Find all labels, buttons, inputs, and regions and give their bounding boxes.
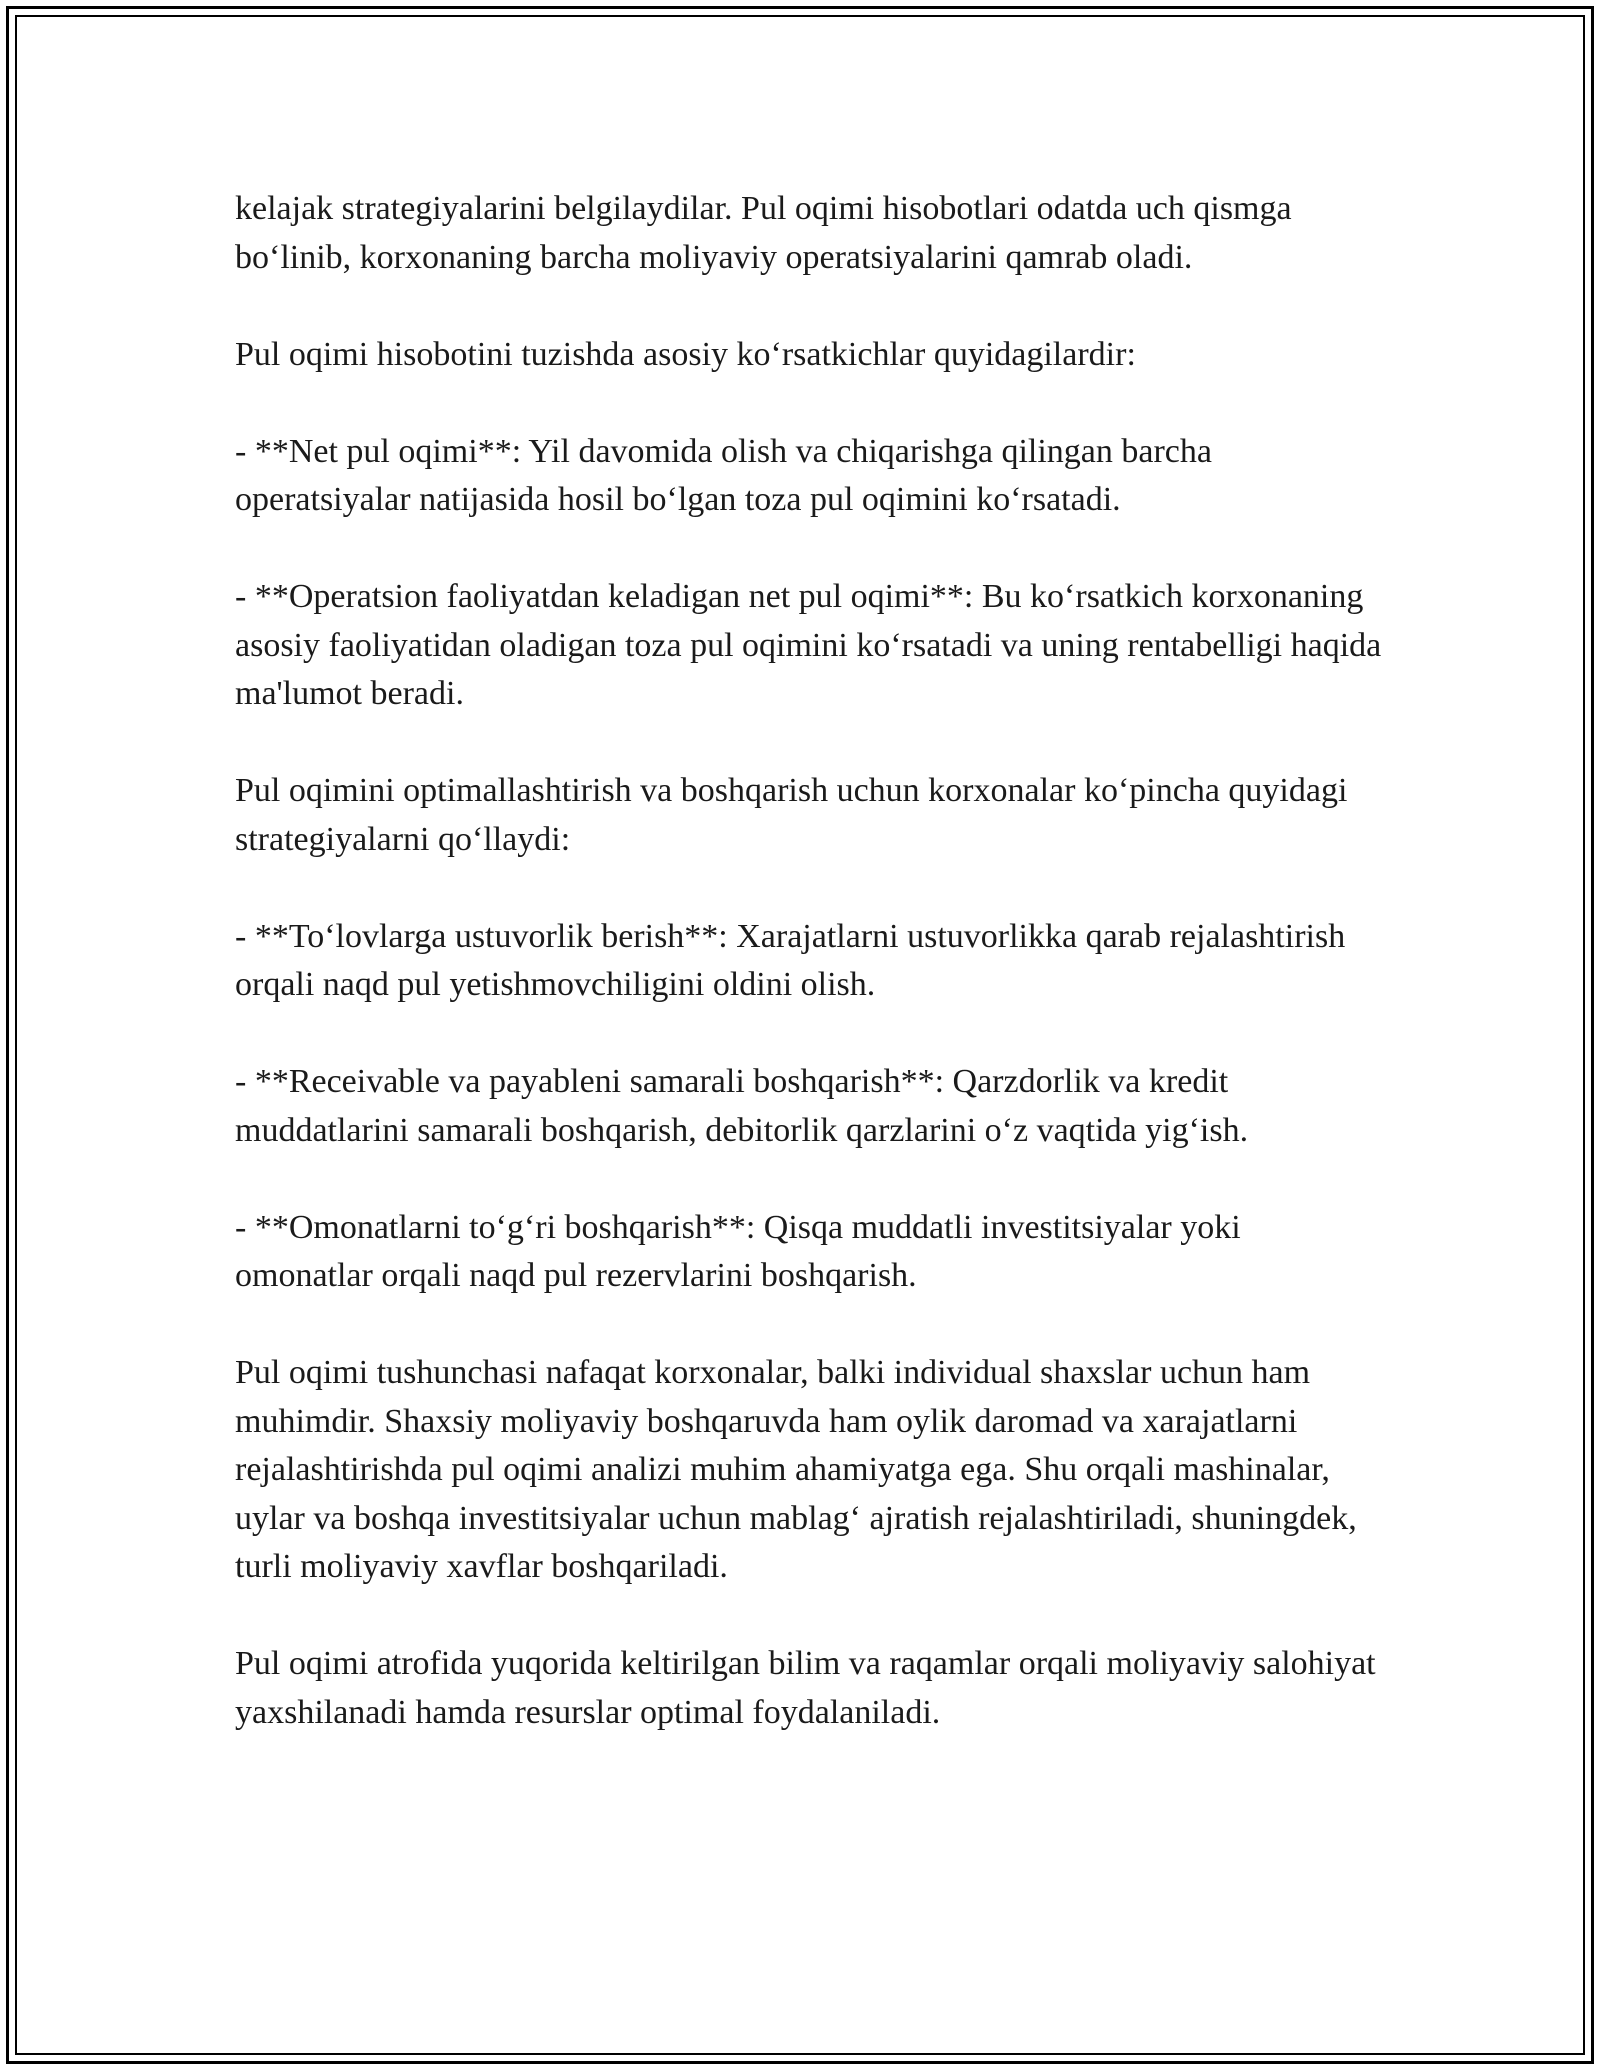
list-item-receivables-payables: - **Receivable va payableni samarali boshqarish**: Qarzdorlik va kredit muddatlarini samarali boshqarish, debitorlik qarzlarini o‘z vaqtida yig‘ish. [235, 1063, 1249, 1149]
paragraph-key-indicators-heading: Pul oqimi hisobotini tuzishda asosiy ko‘rsatkichlar quyidagilardir: [235, 335, 1136, 373]
paragraph-strategies-intro: kelajak strategiyalarini belgilaydilar. Pul oqimi hisobotlari odatda uch qismga bo‘linib, korxonaning barcha moliyaviy operatsiyalarini qamrab oladi. [235, 190, 1292, 276]
paragraph-optimization-heading: Pul oqimini optimallashtirish va boshqarish uchun korxonalar ko‘pincha quyidagi strategiyalarni qo‘llaydi: [235, 772, 1348, 858]
list-item-deposits-management: - **Omonatlarni to‘g‘ri boshqarish**: Qisqa muddatli investitsiyalar yoki omonatlar orqali naqd pul rezervlarini boshqarish. [235, 1208, 1241, 1294]
list-item-net-cash-flow: - **Net pul oqimi**: Yil davomida olish va chiqarishga qilingan barcha operatsiyalar natijasida hosil bo‘lgan toza pul oqimini ko‘rsatadi. [235, 432, 1212, 518]
list-item-operating-cash-flow: - **Operatsion faoliyatdan keladigan net pul oqimi**: Bu ko‘rsatkich korxonaning asosiy faoliyatidan oladigan toza pul oqimini ko‘rsatadi va uning rentabelligi haqida ma'lumot beradi. [235, 578, 1382, 712]
paragraph-conclusion: Pul oqimi atrofida yuqorida keltirilgan bilim va raqamlar orqali moliyaviy salohiyat yaxshilanadi hamda resurslar optimal foydalaniladi. [235, 1645, 1376, 1731]
paragraph-personal-finance: Pul oqimi tushunchasi nafaqat korxonalar, balki individual shaxslar uchun ham muhimdir. Shaxsiy moliyaviy boshqaruvda ham oylik daromad va xarajatlarni rejalashtirishda pul oqimi analizi muhim ahamiyatga ega. Shu orqali mashinalar, uylar va boshqa investitsiyalar uchun mablag‘ ajratish rejalashtiriladi, shuningdek, turli moliyaviy xavflar boshqariladi. [235, 1354, 1357, 1585]
list-item-payment-priority: - **To‘lovlarga ustuvorlik berish**: Xarajatlarni ustuvorlikka qarab rejalashtirish orqali naqd pul yetishmovchiligini oldini olish. [235, 917, 1346, 1003]
document-body [235, 185, 1385, 1786]
